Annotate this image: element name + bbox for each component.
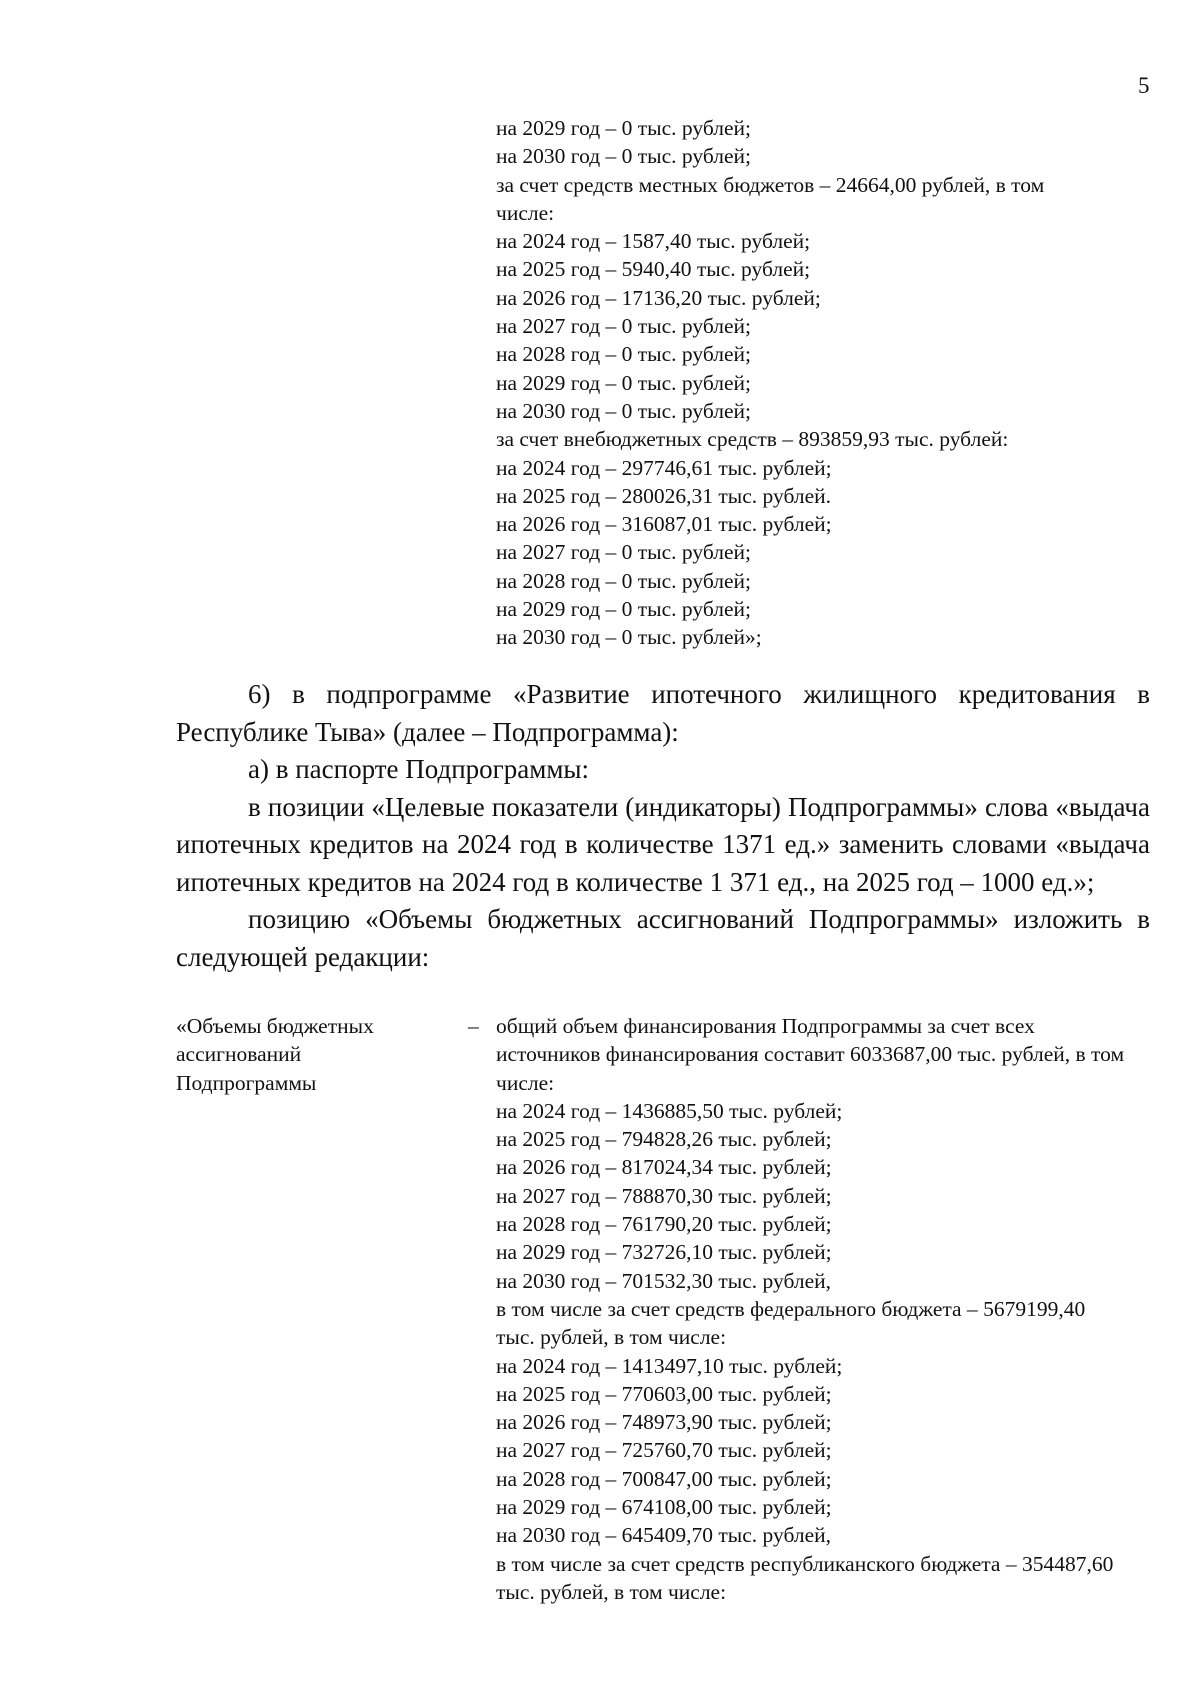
list-item: на 2030 год – 0 тыс. рублей; <box>496 398 751 423</box>
list-item: на 2029 год – 0 тыс. рублей; <box>496 116 751 140</box>
list-item: на 2024 год – 1413497,10 тыс. рублей; <box>496 1353 843 1378</box>
paragraph-subprogram: 6) в подпрограмме «Развитие ипотечного жилищного кредитования в Республике Тыва» (далее – Подпрограмма): <box>176 679 1150 747</box>
funding-list-continued <box>496 114 1156 652</box>
amendment-text <box>176 676 1150 976</box>
list-item: на 2029 год – 0 тыс. рублей; <box>496 370 751 395</box>
list-item: на 2029 год – 674108,00 тыс. рублей; <box>496 1495 832 1520</box>
list-item: на 2025 год – 770603,00 тыс. рублей; <box>496 1381 832 1406</box>
list-item: на 2030 год – 0 тыс. рублей; <box>496 144 751 169</box>
list-item: общий объем финансирования Подпрограммы за счет всех источников финансирования составит 6033687,00 тыс. рублей, в том числе: <box>496 1014 1125 1095</box>
list-item: на 2028 год – 761790,20 тыс. рублей; <box>496 1212 832 1237</box>
list-item: на 2027 год – 0 тыс. рублей; <box>496 540 751 565</box>
list-item: на 2027 год – 725760,70 тыс. рублей; <box>496 1438 832 1463</box>
list-item: на 2026 год – 817024,34 тыс. рублей; <box>496 1155 832 1180</box>
list-item: на 2030 год – 645409,70 тыс. рублей, <box>496 1523 832 1548</box>
list-item: в том числе за счет средств республиканского бюджета – 354487,60 тыс. рублей, в том числе: <box>496 1551 1114 1604</box>
passport-position-value <box>496 1012 1156 1606</box>
list-item: на 2025 год – 5940,40 тыс. рублей; <box>496 257 811 282</box>
list-item: на 2029 год – 732726,10 тыс. рублей; <box>496 1240 832 1265</box>
list-item: на 2024 год – 297746,61 тыс. рублей; <box>496 455 832 480</box>
paragraph-target-indicators: в позиции «Целевые показатели (индикаторы) Подпрограммы» слова «выдача ипотечных кредитов на 2024 год в количестве 1371 ед.» заменить словами «выдача ипотечных кредитов на 2024 год в количестве 1 371 ед., на 2025 год – 1000 ед.»; <box>176 791 1150 897</box>
list-item: на 2024 год – 1587,40 тыс. рублей; <box>496 229 811 254</box>
list-item: на 2029 год – 0 тыс. рублей; <box>496 597 751 622</box>
paragraph-passport: а) в паспорте Подпрограммы: <box>248 754 590 784</box>
list-item: на 2028 год – 700847,00 тыс. рублей; <box>496 1466 832 1491</box>
list-item: на 2026 год – 748973,90 тыс. рублей; <box>496 1410 832 1435</box>
list-item: на 2027 год – 0 тыс. рублей; <box>496 314 751 339</box>
passport-dash: – <box>468 1014 479 1038</box>
list-item: на 2028 год – 0 тыс. рублей; <box>496 568 751 593</box>
list-item: на 2030 год – 701532,30 тыс. рублей, <box>496 1268 832 1293</box>
list-item: на 2024 год – 1436885,50 тыс. рублей; <box>496 1098 843 1123</box>
list-item: на 2028 год – 0 тыс. рублей; <box>496 342 751 367</box>
list-item: на 2026 год – 17136,20 тыс. рублей; <box>496 285 821 310</box>
list-item: на 2026 год – 316087,01 тыс. рублей; <box>496 512 832 537</box>
page-number: 5 <box>1138 73 1150 98</box>
passport-position-label: «Объемы бюджетных ассигнований Подпрограммы <box>176 1014 374 1095</box>
list-item: на 2030 год – 0 тыс. рублей»; <box>496 625 762 650</box>
list-item: на 2027 год – 788870,30 тыс. рублей; <box>496 1183 832 1208</box>
list-item: за счет средств местных бюджетов – 24664,00 рублей, в том числе: <box>496 172 1045 225</box>
list-item: на 2025 год – 280026,31 тыс. рублей. <box>496 483 832 508</box>
list-item: в том числе за счет средств федерального бюджета – 5679199,40 тыс. рублей, в том числе: <box>496 1296 1086 1350</box>
list-item: за счет внебюджетных средств – 893859,93 тыс. рублей: <box>496 427 1009 452</box>
paragraph-budget-allocations: позицию «Объемы бюджетных ассигнований Подпрограммы» изложить в следующей редакции: <box>176 904 1150 972</box>
list-item: на 2025 год – 794828,26 тыс. рублей; <box>496 1127 832 1152</box>
